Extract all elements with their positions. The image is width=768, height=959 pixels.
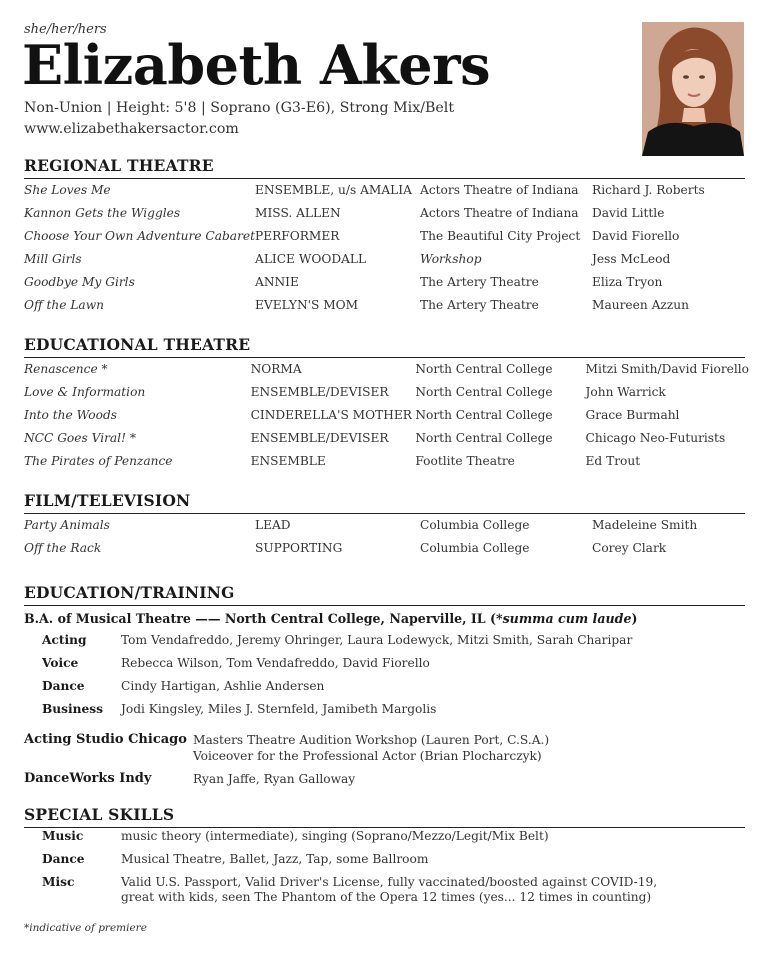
table-row bbox=[24, 426, 749, 449]
director: David Fiorello bbox=[592, 228, 680, 243]
section-title-education: EDUCATION/TRAINING bbox=[24, 583, 745, 606]
director: Corey Clark bbox=[592, 540, 667, 555]
show-title: Goodbye My Girls bbox=[24, 274, 135, 289]
venue: North Central College bbox=[415, 430, 553, 445]
director: Ed Trout bbox=[585, 453, 641, 468]
table-row bbox=[42, 697, 632, 720]
role: LEAD bbox=[255, 517, 291, 532]
training-label: Business bbox=[42, 701, 103, 716]
venue: The Artery Theatre bbox=[420, 274, 539, 289]
venue: North Central College bbox=[415, 384, 553, 399]
headshot-photo bbox=[642, 22, 744, 156]
role: ENSEMBLE bbox=[250, 453, 326, 468]
show-title: Kannon Gets the Wiggles bbox=[24, 205, 181, 220]
skill-text-line: Valid U.S. Passport, Valid Driver's License, fully vaccinated/boosted against COVID-19, bbox=[121, 875, 658, 889]
actor-stats: Non-Union | Height: 5'8 | Soprano (G3-E6), Strong Mix/Belt bbox=[24, 100, 455, 116]
studio-course: Voiceover for the Professional Actor (Brian Plocharczyk) bbox=[193, 749, 542, 763]
venue: Actors Theatre of Indiana bbox=[420, 182, 579, 197]
director: Eliza Tryon bbox=[592, 274, 663, 289]
website-link[interactable]: www.elizabethakersactor.com bbox=[24, 121, 239, 137]
degree-line bbox=[24, 611, 637, 626]
venue: North Central College bbox=[415, 361, 553, 376]
table-row bbox=[24, 357, 749, 380]
director: Madeleine Smith bbox=[592, 517, 698, 532]
table-row bbox=[24, 293, 749, 316]
venue: North Central College bbox=[415, 407, 553, 422]
role: EVELYN'S MOM bbox=[255, 297, 359, 312]
studio-description bbox=[193, 732, 593, 764]
role: CINDERELLA'S MOTHER bbox=[250, 407, 412, 422]
educational-credits-table bbox=[24, 357, 749, 472]
training-label: Voice bbox=[42, 655, 79, 670]
table-row bbox=[24, 513, 749, 536]
film-credits-table bbox=[24, 513, 749, 559]
director: Jess McLeod bbox=[592, 251, 671, 266]
table-row bbox=[24, 247, 749, 270]
show-title: Mill Girls bbox=[24, 251, 82, 266]
skill-label: Misc bbox=[42, 875, 75, 889]
studio-course: Masters Theatre Audition Workshop (Lauren Port, C.S.A.) bbox=[193, 733, 550, 747]
director: David Little bbox=[592, 205, 665, 220]
skill-label: Music bbox=[42, 829, 84, 843]
director: Chicago Neo-Futurists bbox=[585, 430, 726, 445]
table-row bbox=[42, 674, 632, 697]
training-teachers: Tom Vendafreddo, Jeremy Ohringer, Laura Lodewyck, Mitzi Smith, Sarah Charipar bbox=[121, 632, 633, 647]
training-teachers: Jodi Kingsley, Miles J. Sternfeld, Jamibeth Margolis bbox=[121, 701, 437, 716]
section-title-skills: SPECIAL SKILLS bbox=[24, 805, 745, 828]
skill-text bbox=[121, 875, 681, 905]
venue: Columbia College bbox=[420, 517, 530, 532]
studio-description bbox=[193, 771, 593, 787]
training-teachers: Cindy Hartigan, Ashlie Andersen bbox=[121, 678, 325, 693]
table-row bbox=[24, 178, 749, 201]
section-title-film: FILM/TELEVISION bbox=[24, 491, 745, 514]
degree-honor: *summa cum laude bbox=[496, 611, 632, 626]
role: ENSEMBLE/DEVISER bbox=[250, 430, 389, 445]
show-title: Choose Your Own Adventure Cabaret bbox=[24, 228, 256, 243]
pronouns: she/her/hers bbox=[24, 22, 107, 37]
training-label: Acting bbox=[42, 632, 87, 647]
table-row bbox=[42, 651, 632, 674]
show-title: The Pirates of Penzance bbox=[24, 453, 173, 468]
table-row bbox=[24, 270, 749, 293]
skill-text-line: great with kids, seen The Phantom of the Opera 12 times (yes... 12 times in counting) bbox=[121, 890, 652, 904]
venue: Columbia College bbox=[420, 540, 530, 555]
show-title: Off the Rack bbox=[24, 540, 102, 555]
table-row bbox=[42, 628, 632, 651]
director: Maureen Azzun bbox=[592, 297, 689, 312]
role: NORMA bbox=[250, 361, 302, 376]
training-teachers: Rebecca Wilson, Tom Vendafreddo, David Fiorello bbox=[121, 655, 430, 670]
show-title: Love & Information bbox=[24, 384, 146, 399]
venue: Footlite Theatre bbox=[415, 453, 515, 468]
degree-text: B.A. of Musical Theatre —— North Central College, Naperville, IL ( bbox=[24, 611, 496, 626]
table-row bbox=[24, 224, 749, 247]
studio-name: Acting Studio Chicago bbox=[24, 732, 187, 747]
role: ENSEMBLE, u/s AMALIA bbox=[255, 182, 412, 197]
venue: The Beautiful City Project bbox=[420, 228, 581, 243]
venue: Actors Theatre of Indiana bbox=[420, 205, 579, 220]
role: ANNIE bbox=[255, 274, 299, 289]
show-title: Renascence * bbox=[24, 361, 108, 376]
venue: The Artery Theatre bbox=[420, 297, 539, 312]
training-table bbox=[42, 628, 632, 720]
table-row bbox=[24, 380, 749, 403]
director: Mitzi Smith/David Fiorello bbox=[585, 361, 749, 376]
footnote: *indicative of premiere bbox=[24, 922, 147, 934]
skill-label: Dance bbox=[42, 852, 85, 866]
director: John Warrick bbox=[585, 384, 666, 399]
show-title: Off the Lawn bbox=[24, 297, 104, 312]
venue: Workshop bbox=[420, 251, 482, 266]
section-title-educational: EDUCATIONAL THEATRE bbox=[24, 335, 745, 358]
studio-name: DanceWorks Indy bbox=[24, 771, 152, 786]
table-row bbox=[24, 536, 749, 559]
studio-course: Ryan Jaffe, Ryan Galloway bbox=[193, 772, 356, 786]
show-title: Into the Woods bbox=[24, 407, 118, 422]
role: ENSEMBLE/DEVISER bbox=[250, 384, 389, 399]
table-row bbox=[24, 403, 749, 426]
role: SUPPORTING bbox=[255, 540, 343, 555]
training-label: Dance bbox=[42, 678, 85, 693]
regional-credits-table bbox=[24, 178, 749, 316]
show-title: Party Animals bbox=[24, 517, 110, 532]
role: ALICE WOODALL bbox=[255, 251, 367, 266]
role: MISS. ALLEN bbox=[255, 205, 341, 220]
director: Grace Burmahl bbox=[585, 407, 680, 422]
table-row bbox=[24, 449, 749, 472]
director: Richard J. Roberts bbox=[592, 182, 705, 197]
show-title: NCC Goes Viral! * bbox=[24, 430, 136, 445]
show-title: She Loves Me bbox=[24, 182, 111, 197]
role: PERFORMER bbox=[255, 228, 340, 243]
skill-text: music theory (intermediate), singing (Soprano/Mezzo/Legit/Mix Belt) bbox=[121, 829, 549, 843]
table-row bbox=[24, 201, 749, 224]
skill-text: Musical Theatre, Ballet, Jazz, Tap, some Ballroom bbox=[121, 852, 429, 866]
section-title-regional: REGIONAL THEATRE bbox=[24, 156, 745, 179]
degree-close: ) bbox=[631, 611, 638, 626]
actor-name: Elizabeth Akers bbox=[22, 33, 490, 97]
